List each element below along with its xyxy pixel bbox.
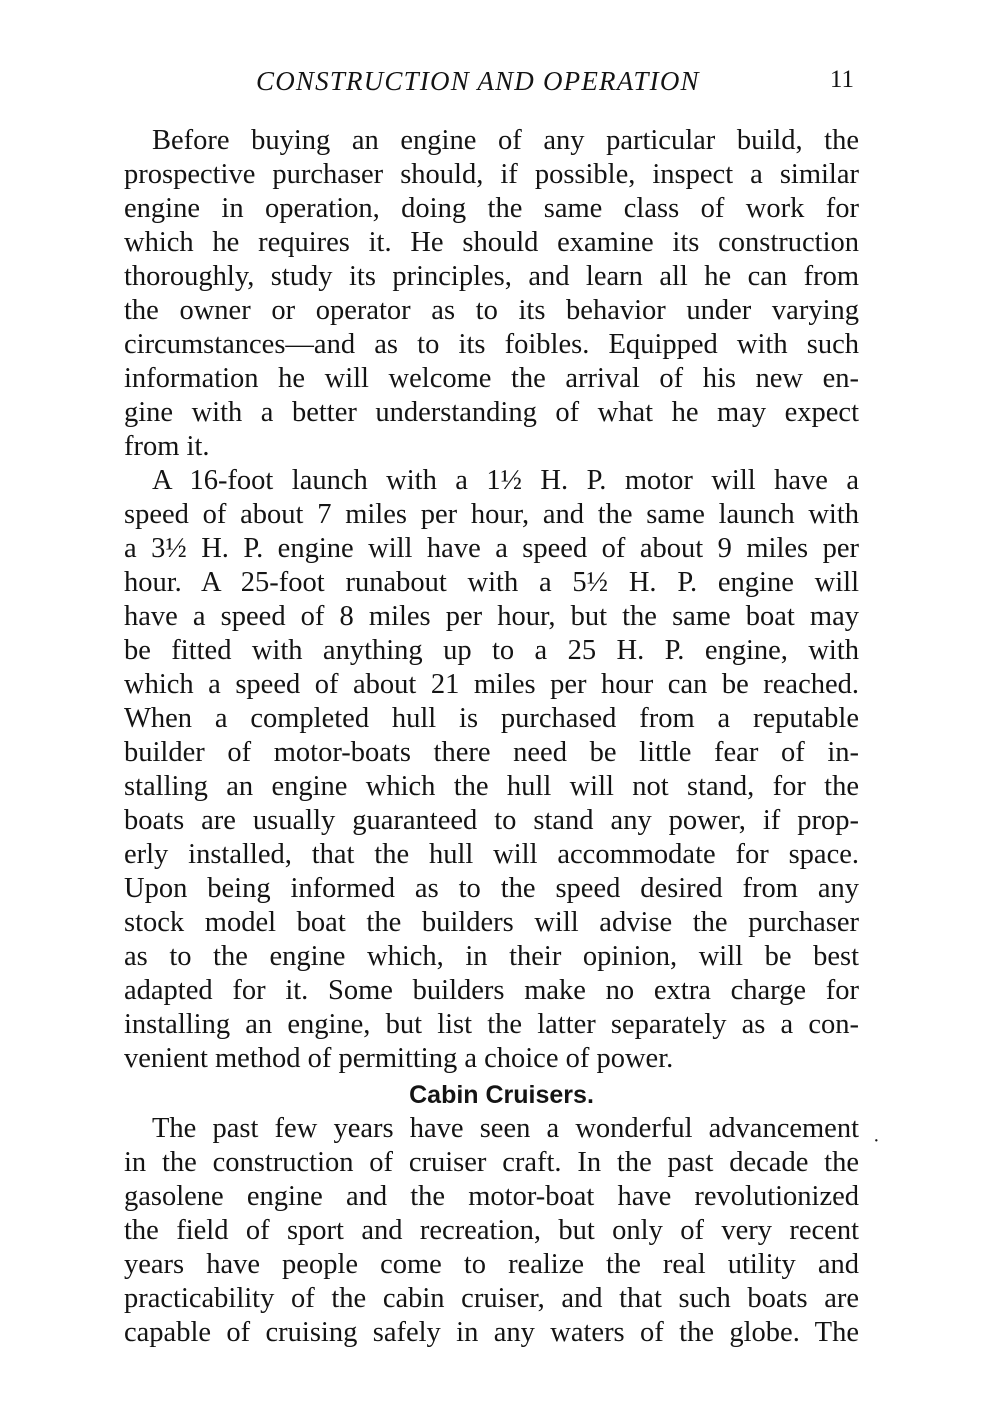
text-line: engine in operation, doing the same class of work for xyxy=(124,193,859,224)
text-line: information he will welcome the arrival of his new en- xyxy=(124,363,859,394)
text-line: which he requires it. He should examine its construction xyxy=(124,227,859,258)
text-line: Upon being informed as to the speed desired from any xyxy=(124,873,859,904)
text-line: practicability of the cabin cruiser, and that such boats are xyxy=(124,1283,859,1314)
text-line: venient method of permitting a choice of power. xyxy=(124,1043,674,1074)
text-line: speed of about 7 miles per hour, and the same launch with xyxy=(124,499,859,530)
text-line: The past few years have seen a wonderful advancement xyxy=(152,1113,859,1144)
text-line: When a completed hull is purchased from a reputable xyxy=(124,703,859,734)
paragraph-1 xyxy=(124,124,859,464)
text-line: from it. xyxy=(124,431,210,462)
text-line: the field of sport and recreation, but only of very recent xyxy=(124,1215,859,1246)
text-line: in the construction of cruiser craft. In the past decade the xyxy=(124,1147,859,1178)
section-paragraph xyxy=(124,1112,859,1350)
text-line: years have people come to realize the real utility and xyxy=(124,1249,859,1280)
text-line: have a speed of 8 miles per hour, but the same boat may xyxy=(124,601,859,632)
text-line: Before buying an engine of any particular build, the xyxy=(152,125,859,156)
paragraph-2 xyxy=(124,464,859,1076)
page-number: 11 xyxy=(829,66,854,93)
page-header xyxy=(124,66,864,102)
text-line: hour. A 25-foot runabout with a 5½ H. P. engine will xyxy=(124,567,859,598)
running-head: CONSTRUCTION AND OPERATION xyxy=(256,66,700,96)
text-line: erly installed, that the hull will accommodate for space. xyxy=(124,839,859,870)
section-heading: Cabin Cruisers. xyxy=(409,1081,594,1109)
text-line: gine with a better understanding of what he may expect xyxy=(124,397,859,428)
stray-ink-mark: · xyxy=(873,1130,880,1152)
text-line: gasolene engine and the motor-boat have revolutionized xyxy=(124,1181,859,1212)
text-line: adapted for it. Some builders make no extra charge for xyxy=(124,975,859,1006)
text-line: prospective purchaser should, if possible, inspect a similar xyxy=(124,159,859,190)
body-text xyxy=(124,124,859,1350)
text-line: A 16-foot launch with a 1½ H. P. motor will have a xyxy=(152,465,859,496)
text-line: stalling an engine which the hull will not stand, for the xyxy=(124,771,859,802)
text-line: as to the engine which, in their opinion, will be best xyxy=(124,941,859,972)
text-line: which a speed of about 21 miles per hour can be reached. xyxy=(124,669,859,700)
text-line: circumstances—and as to its foibles. Equipped with such xyxy=(124,329,859,360)
text-line: capable of cruising safely in any waters of the globe. The xyxy=(124,1317,859,1348)
text-line: boats are usually guaranteed to stand any power, if prop- xyxy=(124,805,859,836)
text-line: builder of motor-boats there need be little fear of in- xyxy=(124,737,859,768)
text-line: thoroughly, study its principles, and learn all he can from xyxy=(124,261,859,292)
text-line: be fitted with anything up to a 25 H. P. engine, with xyxy=(124,635,859,666)
text-line: a 3½ H. P. engine will have a speed of about 9 miles per xyxy=(124,533,859,564)
text-line: installing an engine, but list the latter separately as a con- xyxy=(124,1009,859,1040)
text-line: stock model boat the builders will advise the purchaser xyxy=(124,907,859,938)
text-line: the owner or operator as to its behavior under varying xyxy=(124,295,859,326)
